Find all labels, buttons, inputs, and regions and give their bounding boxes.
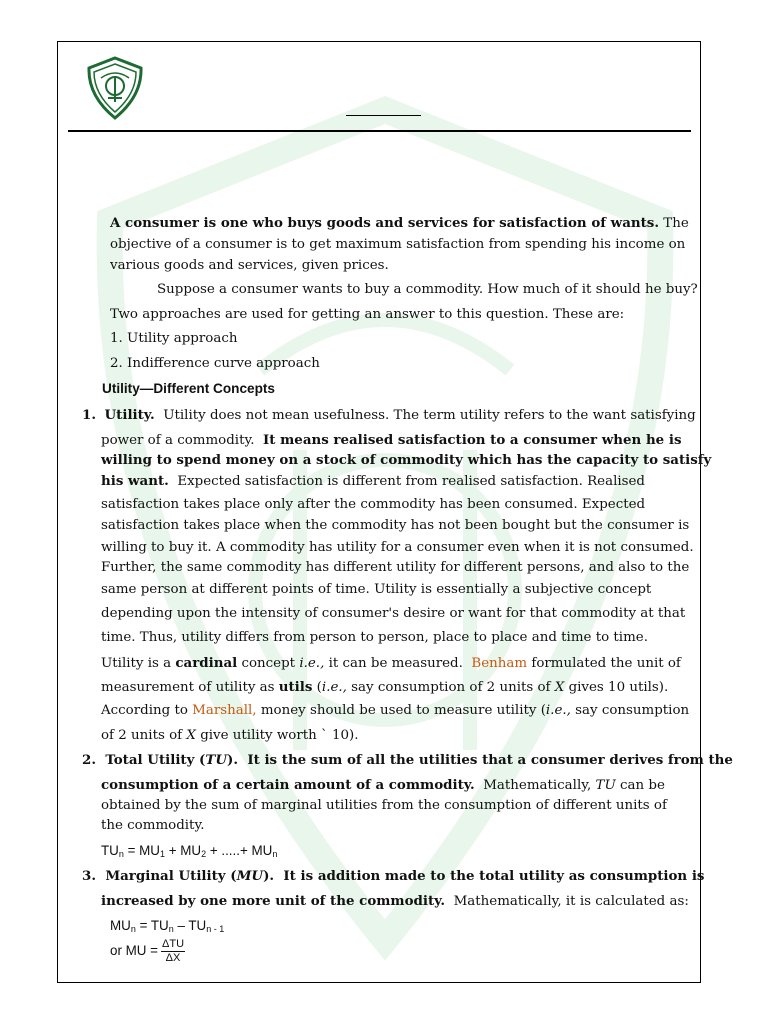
intro-question: Suppose a consumer wants to buy a commodity. How much of it should he buy? <box>157 282 698 297</box>
s1-line-12: Utility is a cardinal concept i.e., it can be measured. Benham formulated the unit of <box>101 655 681 671</box>
s3-line-2: increased by one more unit of the commodity. Mathematically, it is calculated as: <box>101 893 689 909</box>
list-item: 1. Utility approach <box>110 331 238 346</box>
s1-line-1: 1. Utility. Utility does not mean usefulness. The term utility refers to the want satisfying <box>82 407 696 423</box>
title-underline <box>346 115 421 116</box>
section-heading: Utility—Different Concepts <box>102 381 275 396</box>
s3-line-1: 3. Marginal Utility (MU). It is addition made to the total utility as consumption is <box>82 868 705 884</box>
s1-line-6: satisfaction takes place when the commodity has not been bought but the consumer is <box>101 518 690 533</box>
intro-line-2: objective of a consumer is to get maximum satisfaction from spending his income on <box>110 237 686 252</box>
s1-line-4: his want. Expected satisfaction is different from realised satisfaction. Realised <box>101 473 646 489</box>
s1-line-10: depending upon the intensity of consumer's desire or want for that commodity at that <box>101 606 686 621</box>
fraction: $\frac{\text{ΔTU}}{\Delta X}$ <box>162 937 185 964</box>
mu-formula: $MU_n = TU_n - TU_{n - 1}$ <box>110 918 225 934</box>
s1-line-3: willing to spend money on a stock of commodity which has the capacity to satisfy <box>101 452 712 468</box>
intro-approaches: Two approaches are used for getting an answer to this question. These are: <box>110 307 625 322</box>
s2-line-3: obtained by the sum of marginal utilities from the consumption of different units of <box>101 798 667 813</box>
mu-delta-formula: or MU = $\frac{\text{ΔTU}}{\Delta X}$ <box>110 937 185 964</box>
s1-line-2: power of a commodity. It means realised satisfaction to a consumer when he is <box>101 432 682 448</box>
s1-line-5: satisfaction takes place only after the commodity has been consumed. Expected <box>101 497 646 512</box>
tu-formula: $TU_n = MU_1 + MU_2$ + .....+ $MU_n$ <box>101 843 278 859</box>
s2-line-1: 2. Total Utility (TU). It is the sum of all the utilities that a consumer derives from the <box>82 752 733 768</box>
intro-line-3: various goods and services, given prices. <box>110 258 389 273</box>
s1-line-11: time. Thus, utility differs from person to person, place to place and time to time. <box>101 630 648 645</box>
intro-line-1: A consumer is one who buys goods and services for satisfaction of wants. The <box>110 215 689 231</box>
s1-line-8: Further, the same commodity has different utility for different persons, and also to the <box>101 560 690 575</box>
s1-line-9: same person at different points of time. Utility is essentially a subjective concept <box>101 582 652 597</box>
school-logo-icon <box>86 56 144 120</box>
s1-line-14: According to Marshall, money should be used to measure utility (i.e., say consumption <box>101 703 690 718</box>
s1-line-7: willing to buy it. A commodity has utility for a consumer even when it is not consumed. <box>101 540 694 555</box>
s2-line-4: the commodity. <box>101 818 205 833</box>
s1-line-15: of 2 units of X give utility worth ` 10). <box>101 728 359 743</box>
list-item: 2. Indifference curve approach <box>110 356 320 371</box>
s2-line-2: consumption of a certain amount of a commodity. Mathematically, TU can be <box>101 777 665 793</box>
header-rule <box>68 130 691 132</box>
s1-line-13: measurement of utility as utils (i.e., say consumption of 2 units of X gives 10 utils). <box>101 679 669 695</box>
